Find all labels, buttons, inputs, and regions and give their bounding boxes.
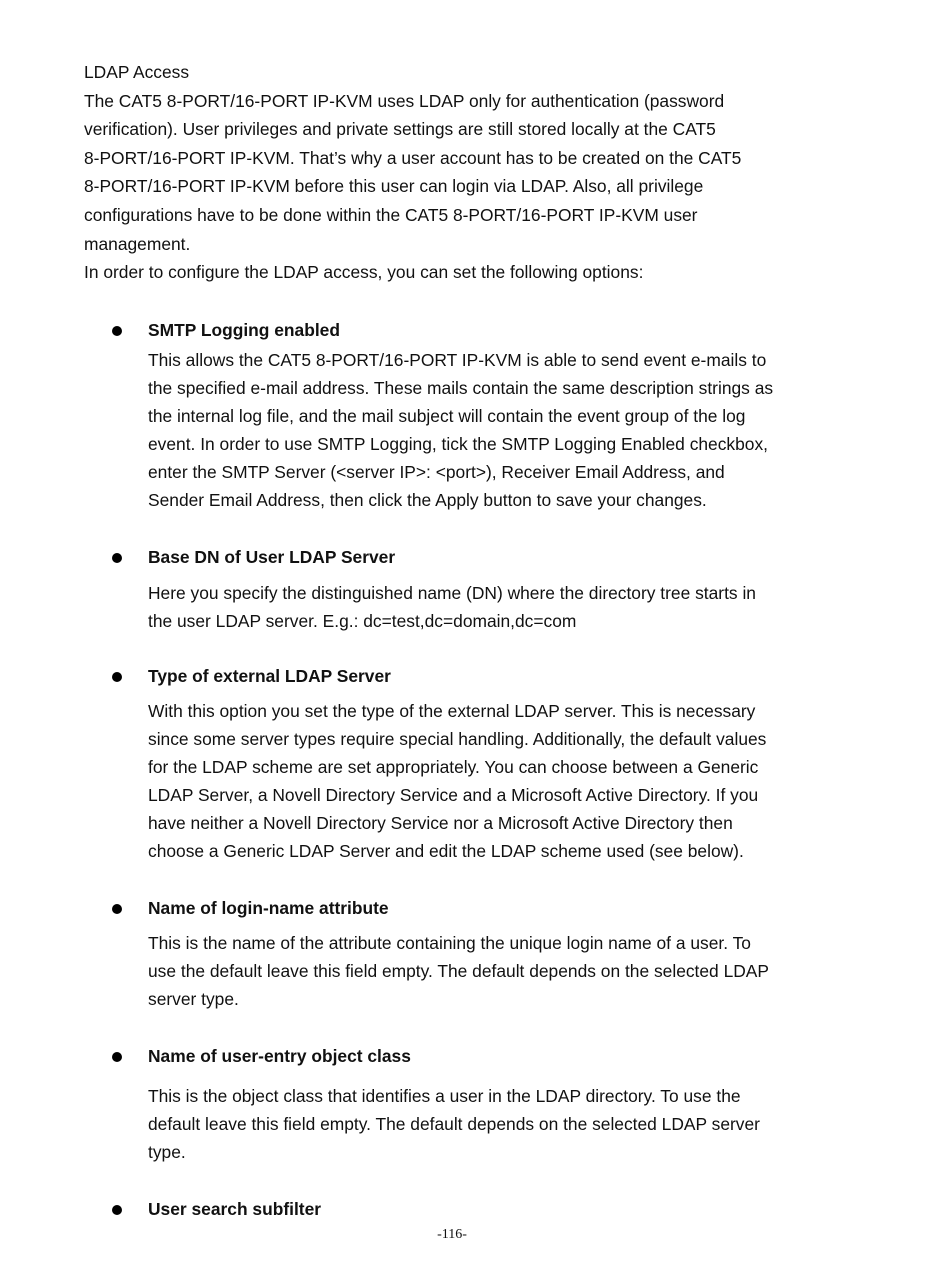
intro-line: configurations have to be done within the CAT5 8-PORT/16-PORT IP-KVM user [84,204,698,225]
item-line: the internal log file, and the mail subject will contain the event group of the log [148,406,746,427]
item-line: choose a Generic LDAP Server and edit the LDAP scheme used (see below). [148,841,744,862]
item-title: Type of external LDAP Server [148,666,391,686]
item-body [148,697,824,866]
bullet-icon [112,1205,122,1215]
item-title: SMTP Logging enabled [148,320,340,340]
item-body [148,1082,824,1166]
item-line: This allows the CAT5 8-PORT/16-PORT IP-KVM is able to send event e-mails to [148,350,767,370]
section-heading: LDAP Access [84,62,190,82]
bullet-icon [112,326,122,336]
item-body [148,346,824,515]
item-line: enter the SMTP Server (<server IP>: <port>), Receiver Email Address, and [148,462,725,483]
item-title: Name of login-name attribute [148,898,389,918]
item-line: With this option you set the type of the external LDAP server. This is necessary [148,701,756,721]
item-line: Sender Email Address, then click the Apply button to save your changes. [148,490,707,511]
item-line: This is the object class that identifies a user in the LDAP directory. To use the [148,1086,741,1106]
item-body [148,579,824,635]
intro-line: verification). User privileges and private settings are still stored locally at the CAT5 [84,119,716,140]
item-line: use the default leave this field empty. The default depends on the selected LDAP [148,961,769,982]
item-title: User search subfilter [148,1199,322,1219]
bullet-icon [112,904,122,914]
bullet-icon [112,1052,122,1062]
item-line: the specified e-mail address. These mails contain the same description strings as [148,378,774,399]
intro-line: 8-PORT/16-PORT IP-KVM before this user can login via LDAP. Also, all privilege [84,176,704,197]
item-line: have neither a Novell Directory Service nor a Microsoft Active Directory then [148,813,733,834]
page-number: -116- [437,1227,467,1242]
item-line: for the LDAP scheme are set appropriately. You can choose between a Generic [148,757,759,778]
bullet-icon [112,553,122,563]
item-line: server type. [148,989,239,1010]
intro-line: In order to configure the LDAP access, you can set the following options: [84,262,644,283]
item-line: LDAP Server, a Novell Directory Service and a Microsoft Active Directory. If you [148,785,759,806]
item-line: event. In order to use SMTP Logging, tick the SMTP Logging Enabled checkbox, [148,434,768,455]
bullet-icon [112,672,122,682]
item-line: the user LDAP server. E.g.: dc=test,dc=domain,dc=com [148,611,577,632]
item-title: Name of user-entry object class [148,1046,411,1066]
item-line: This is the name of the attribute containing the unique login name of a user. To [148,933,751,953]
intro-section [84,58,824,287]
item-title: Base DN of User LDAP Server [148,547,396,567]
intro-line: 8-PORT/16-PORT IP-KVM. That’s why a user account has to be created on the CAT5 [84,147,742,168]
item-line: since some server types require special handling. Additionally, the default values [148,729,767,750]
intro-line: The CAT5 8-PORT/16-PORT IP-KVM uses LDAP only for authentication (password [84,90,725,111]
intro-line: management. [84,233,191,254]
item-body [148,929,824,1013]
item-line: Here you specify the distinguished name (DN) where the directory tree starts in [148,583,756,603]
item-line: default leave this field empty. The default depends on the selected LDAP server [148,1114,760,1135]
item-line: type. [148,1142,186,1163]
